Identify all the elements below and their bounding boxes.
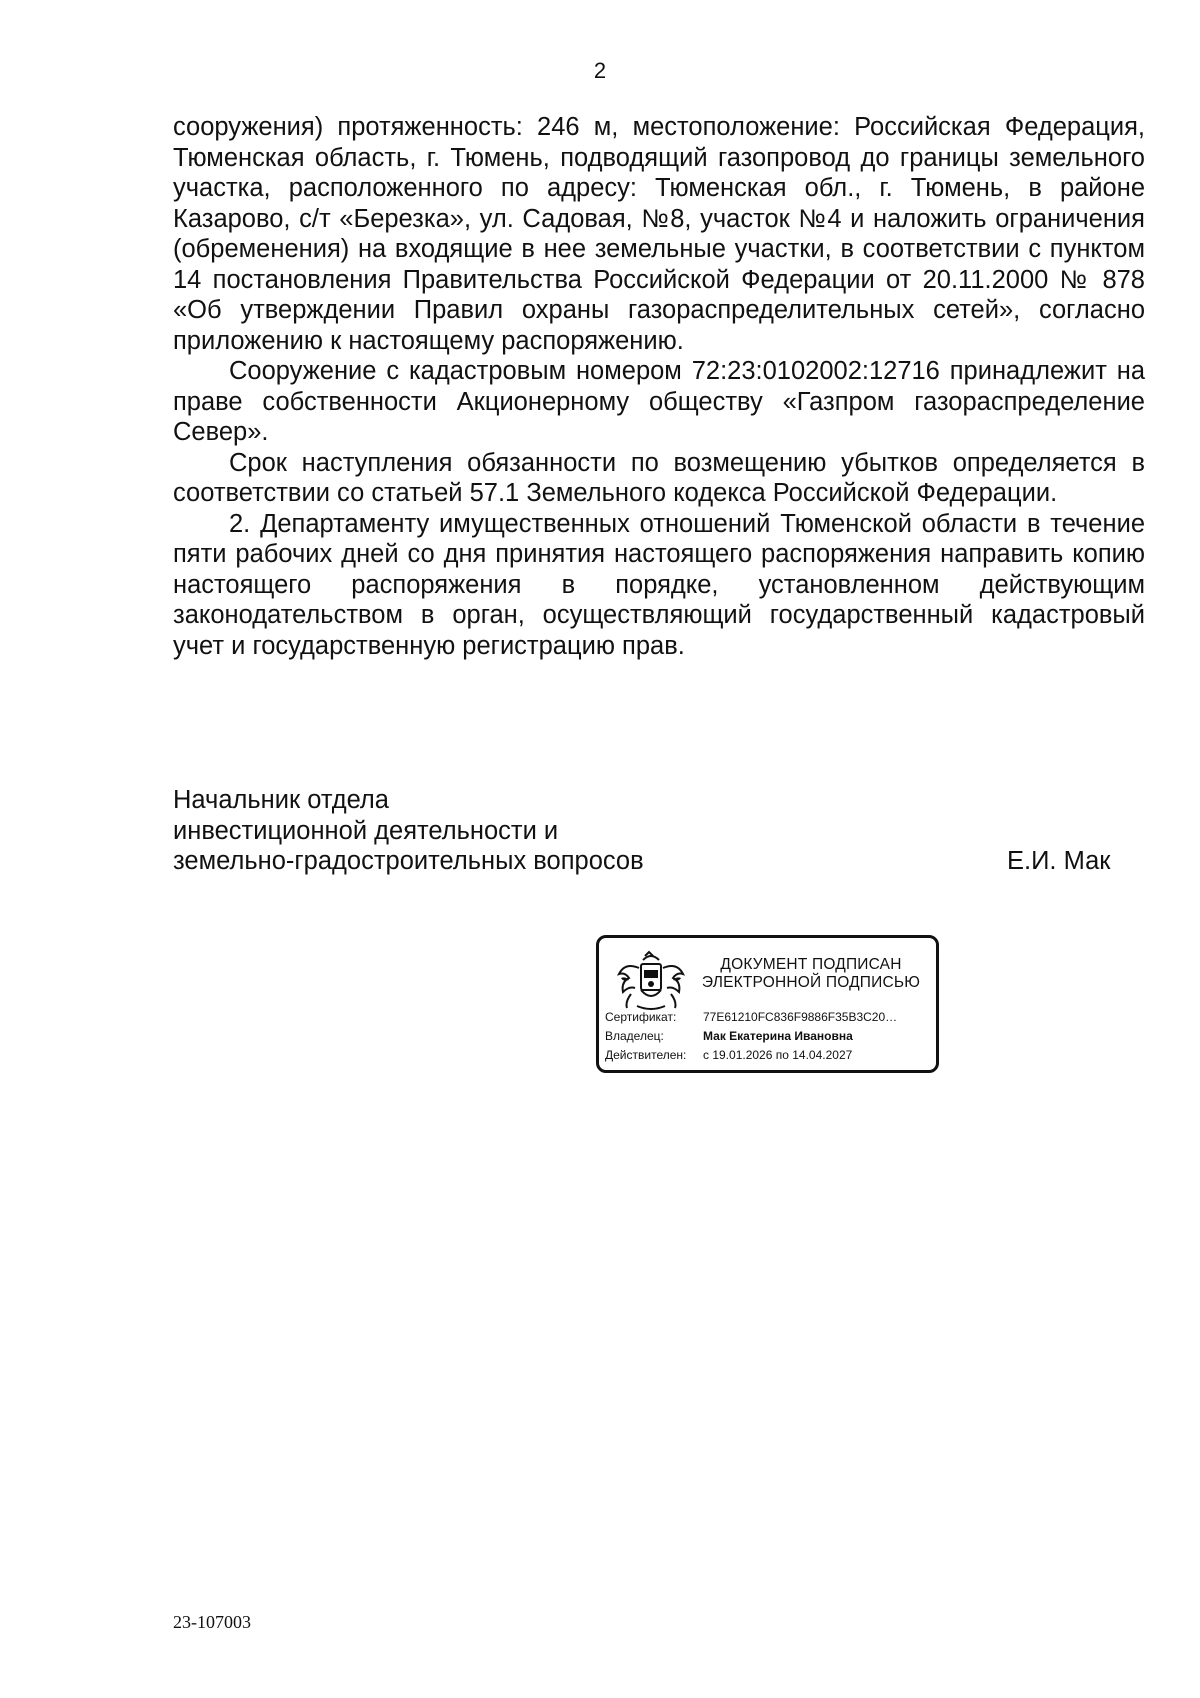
e-signature-header	[691, 956, 931, 992]
owner-value: Мак Екатерина Ивановна	[703, 1029, 853, 1043]
validity-row	[605, 1048, 852, 1062]
paragraph-item-2: 2. Департаменту имущественных отношений Тюменской области в течение пяти рабочих дней со дня принятия настоящего распоряжения направить копию настоящего распоряжения в порядке, установленном действующим законодательством в орган, осуществляющий государственный кадастровый учет и государственную регистрацию прав.	[173, 509, 1145, 660]
owner-label: Владелец:	[605, 1029, 664, 1043]
signatory-title-line: Начальник отдела	[173, 786, 389, 814]
signatory-title	[173, 785, 1145, 877]
paragraph-continuation: сооружения) протяженность: 246 м, местоположение: Российская Федерация, Тюменская область, г. Тюмень, подводящий газопровод до границы земельного участка, расположенного по адресу: Тюменская обл., г. Тюмень, в районе Казарово, с/т «Березка», ул. Садовая, №8, участок №4 и наложить ограничения (обременения) на входящие в нее земельные участки, в соответствии с пунктом 14 постановления Правительства Российской Федерации от 20.11.2000 № 878 «Об утверждении Правил охраны газораспределительных сетей», согласно приложению к настоящему распоряжению.	[173, 113, 1145, 355]
signer-name: Е.И. Мак	[1007, 847, 1111, 875]
certificate-label: Сертификат:	[605, 1010, 677, 1024]
signatory-title-line: земельно-градостроительных вопросов	[173, 847, 644, 875]
page-number: 2	[593, 58, 607, 83]
paragraph-compensation: Срок наступления обязанности по возмещению убытков определяется в соответствии со статьей 57.1 Земельного кодекса Российской Федерации.	[173, 448, 1145, 507]
e-signature-stamp	[596, 935, 939, 1073]
e-signature-header-line: ДОКУМЕНТ ПОДПИСАН	[720, 956, 902, 973]
document-code: 23-107003	[173, 1612, 251, 1632]
paragraph-ownership: Сооружение с кадастровым номером 72:23:0102002:12716 принадлежит на праве собственности Акционерному обществу «Газпром газораспределение Север».	[173, 357, 1145, 446]
tyumen-coat-of-arms-icon	[613, 950, 689, 1014]
certificate-row	[605, 1010, 897, 1024]
e-signature-header-line: ЭЛЕКТРОННОЙ ПОДПИСЬЮ	[701, 974, 921, 991]
certificate-value: 77E61210FC836F9886F35B3C20…	[703, 1010, 898, 1024]
validity-label: Действителен:	[605, 1048, 687, 1062]
validity-value: с 19.01.2026 по 14.04.2027	[703, 1048, 853, 1062]
signatory-title-line: инвестиционной деятельности и	[173, 816, 559, 845]
document-body	[173, 112, 1145, 661]
owner-row	[605, 1029, 853, 1043]
